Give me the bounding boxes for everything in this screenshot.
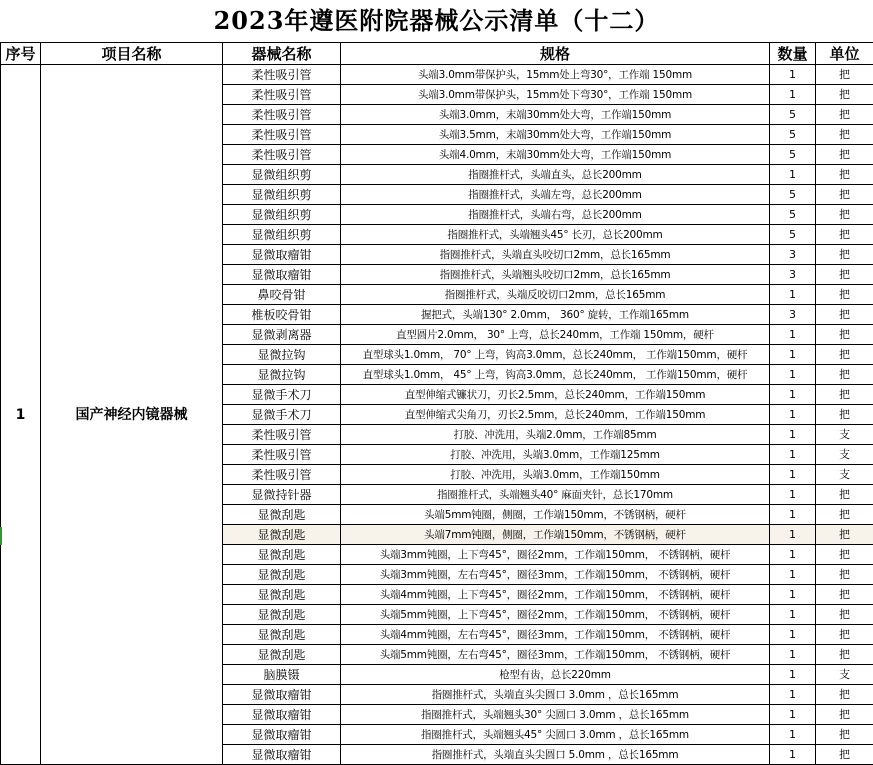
cell-spec[interactable]: 指圈推杆式，头端翘头30° 尖圆口 3.0mm ，总长165mm [341,705,770,725]
cell-qty[interactable]: 5 [770,185,816,205]
cell-unit[interactable]: 把 [816,165,873,185]
header-index[interactable]: 序号 [1,43,41,65]
cell-spec[interactable]: 头端3.0mm带保护头，15mm处下弯30°，工作端 150mm [341,85,770,105]
cell-spec[interactable]: 指圈推杆式，头端翘头45° 尖圆口 3.0mm ，总长165mm [341,725,770,745]
cell-unit[interactable]: 把 [816,585,873,605]
cell-qty[interactable]: 1 [770,485,816,505]
cell-device[interactable]: 显微组织剪 [223,165,341,185]
cell-unit[interactable]: 把 [816,225,873,245]
cell-qty[interactable]: 1 [770,665,816,685]
cell-unit[interactable]: 把 [816,505,873,525]
cell-qty[interactable]: 1 [770,645,816,665]
cell-device[interactable]: 显微刮匙 [223,645,341,665]
cell-qty[interactable]: 1 [770,545,816,565]
cell-spec[interactable]: 直型圆片2.0mm， 30° 上弯，总长240mm，工作端 150mm，硬杆 [341,325,770,345]
cell-unit[interactable]: 把 [816,705,873,725]
cell-project[interactable]: 国产神经内镜器械 [41,65,223,765]
cell-qty[interactable]: 1 [770,685,816,705]
cell-unit[interactable]: 把 [816,365,873,385]
cell-qty[interactable]: 1 [770,725,816,745]
cell-spec[interactable]: 直型伸缩式尖角刀，刃长2.5mm，总长240mm，工作端150mm [341,405,770,425]
cell-device[interactable]: 显微持针器 [223,485,341,505]
cell-qty[interactable]: 1 [770,165,816,185]
table-body [1,65,873,765]
cell-spec[interactable]: 头端3.0mm带保护头，15mm处上弯30°，工作端 150mm [341,65,770,85]
cell-device[interactable]: 显微剥离器 [223,325,341,345]
cell-qty[interactable]: 1 [770,465,816,485]
cell-qty[interactable]: 1 [770,745,816,765]
cell-device[interactable]: 显微取瘤钳 [223,245,341,265]
cell-spec[interactable]: 头端3.5mm，末端30mm处大弯，工作端150mm [341,125,770,145]
cell-qty[interactable]: 5 [770,105,816,125]
cell-spec[interactable]: 枪型有齿，总长220mm [341,665,770,685]
cell-spec[interactable]: 直型伸缩式镰状刀，刃长2.5mm，总长240mm，工作端150mm [341,385,770,405]
cell-spec[interactable]: 指圈推杆式，头端反咬切口2mm，总长165mm [341,285,770,305]
cell-unit[interactable]: 把 [816,525,873,545]
cell-qty[interactable]: 5 [770,225,816,245]
cell-device[interactable]: 柔性吸引管 [223,145,341,165]
cell-device[interactable]: 柔性吸引管 [223,425,341,445]
header-qty[interactable]: 数量 [770,43,816,65]
cell-qty[interactable]: 1 [770,385,816,405]
cell-qty[interactable]: 1 [770,405,816,425]
cell-device[interactable]: 显微刮匙 [223,565,341,585]
cell-device[interactable]: 显微手术刀 [223,385,341,405]
cell-qty[interactable]: 1 [770,565,816,585]
cell-unit[interactable]: 把 [816,205,873,225]
cell-device[interactable]: 显微刮匙 [223,585,341,605]
cell-qty[interactable]: 1 [770,505,816,525]
header-device[interactable]: 器械名称 [223,43,341,65]
cell-device[interactable]: 显微刮匙 [223,505,341,525]
cell-spec[interactable]: 指圈推杆式，头端右弯，总长200mm [341,205,770,225]
cell-qty[interactable]: 1 [770,65,816,85]
cell-device[interactable]: 显微取瘤钳 [223,705,341,725]
cell-unit[interactable]: 把 [816,345,873,365]
cell-spec[interactable]: 打胶、冲洗用，头端3.0mm，工作端125mm [341,445,770,465]
cell-qty[interactable]: 1 [770,425,816,445]
cell-device[interactable]: 柔性吸引管 [223,105,341,125]
cell-spec[interactable]: 指圈推杆式，头端翘头40° 麻面夹针，总长170mm [341,485,770,505]
cell-unit[interactable]: 把 [816,565,873,585]
cell-unit[interactable]: 把 [816,685,873,705]
cell-qty[interactable]: 1 [770,85,816,105]
cell-device[interactable]: 显微刮匙 [223,625,341,645]
cell-qty[interactable]: 1 [770,705,816,725]
cell-unit[interactable]: 把 [816,85,873,105]
cell-device[interactable]: 显微组织剪 [223,205,341,225]
cell-spec[interactable]: 头端5mm钝圈，左右弯45°，圈径3mm，工作端150mm， 不锈钢柄，硬杆 [341,645,770,665]
cell-qty[interactable]: 1 [770,365,816,385]
cell-spec[interactable]: 指圈推杆式，头端直头尖圆口 3.0mm ，总长165mm [341,685,770,705]
cell-unit[interactable]: 支 [816,445,873,465]
cell-spec[interactable]: 头端5mm钝圈，侧圈，工作端150mm，不锈钢柄，硬杆 [341,505,770,525]
cell-qty[interactable]: 5 [770,205,816,225]
cell-qty[interactable]: 1 [770,525,816,545]
cell-spec[interactable]: 直型球头1.0mm， 70° 上弯，钩高3.0mm，总长240mm， 工作端150mm，硬杆 [341,345,770,365]
cell-unit[interactable]: 把 [816,405,873,425]
cell-qty[interactable]: 1 [770,605,816,625]
cell-device[interactable]: 显微取瘤钳 [223,725,341,745]
cell-unit[interactable]: 把 [816,625,873,645]
cell-device[interactable]: 显微拉钩 [223,365,341,385]
cell-device[interactable]: 脑膜镊 [223,665,341,685]
cell-unit[interactable]: 把 [816,325,873,345]
cell-unit[interactable]: 把 [816,305,873,325]
cell-unit[interactable]: 把 [816,725,873,745]
cell-spec[interactable]: 打胶、冲洗用，头端3.0mm，工作端150mm [341,465,770,485]
cell-device[interactable]: 显微手术刀 [223,405,341,425]
cell-unit[interactable]: 把 [816,65,873,85]
cell-spec[interactable]: 头端5mm钝圈，上下弯45°，圈径2mm，工作端150mm， 不锈钢柄，硬杆 [341,605,770,625]
cell-index[interactable]: 1 [1,65,41,765]
cell-unit[interactable]: 支 [816,425,873,445]
cell-unit[interactable]: 把 [816,385,873,405]
cell-unit[interactable]: 把 [816,605,873,625]
cell-unit[interactable]: 把 [816,145,873,165]
cell-spec[interactable]: 指圈推杆式，头端直头尖圆口 5.0mm ，总长165mm [341,745,770,765]
cell-spec[interactable]: 头端4mm钝圈，左右弯45°，圈径3mm，工作端150mm， 不锈钢柄，硬杆 [341,625,770,645]
cell-spec[interactable]: 头端4mm钝圈，上下弯45°，圈径2mm，工作端150mm， 不锈钢柄，硬杆 [341,585,770,605]
cell-unit[interactable]: 把 [816,185,873,205]
cell-unit[interactable]: 把 [816,745,873,765]
cell-qty[interactable]: 5 [770,145,816,165]
cell-device[interactable]: 显微组织剪 [223,225,341,245]
cell-device[interactable]: 鼻咬骨钳 [223,285,341,305]
cell-device[interactable]: 柔性吸引管 [223,85,341,105]
cell-spec[interactable]: 指圈推杆式，头端直头，总长200mm [341,165,770,185]
cell-spec[interactable]: 指圈推杆式，头端直头咬切口2mm，总长165mm [341,245,770,265]
cell-spec[interactable]: 打胶、冲洗用，头端2.0mm，工作端85mm [341,425,770,445]
cell-spec[interactable]: 指圈推杆式，头端左弯，总长200mm [341,185,770,205]
cell-device[interactable]: 柔性吸引管 [223,445,341,465]
cell-unit[interactable]: 把 [816,105,873,125]
cell-unit[interactable]: 支 [816,465,873,485]
cell-unit[interactable]: 支 [816,665,873,685]
header-project[interactable]: 项目名称 [41,43,223,65]
cell-device[interactable]: 显微刮匙 [223,525,341,545]
cell-device[interactable]: 显微拉钩 [223,345,341,365]
row-selection-marker [0,527,2,545]
cell-unit[interactable]: 把 [816,245,873,265]
cell-spec[interactable]: 头端7mm钝圈，侧圈，工作端150mm，不锈钢柄，硬杆 [341,525,770,545]
cell-spec[interactable]: 握把式，头端130° 2.0mm， 360° 旋转，工作端165mm [341,305,770,325]
cell-qty[interactable]: 3 [770,305,816,325]
cell-spec[interactable]: 指圈推杆式，头端翘头45° 长刃，总长200mm [341,225,770,245]
cell-device[interactable]: 显微组织剪 [223,185,341,205]
cell-qty[interactable]: 1 [770,285,816,305]
equipment-table [0,42,873,765]
cell-unit[interactable]: 把 [816,485,873,505]
cell-unit[interactable]: 把 [816,545,873,565]
cell-qty[interactable]: 1 [770,345,816,365]
cell-device[interactable]: 椎板咬骨钳 [223,305,341,325]
cell-unit[interactable]: 把 [816,125,873,145]
cell-unit[interactable]: 把 [816,265,873,285]
cell-qty[interactable]: 3 [770,245,816,265]
cell-device[interactable]: 显微取瘤钳 [223,685,341,705]
cell-unit[interactable]: 把 [816,645,873,665]
cell-spec[interactable]: 指圈推杆式，头端翘头咬切口2mm，总长165mm [341,265,770,285]
table-row [1,65,873,85]
cell-device[interactable]: 柔性吸引管 [223,125,341,145]
cell-spec[interactable]: 头端3mm钝圈，上下弯45°，圈径2mm，工作端150mm， 不锈钢柄，硬杆 [341,545,770,565]
cell-qty[interactable]: 1 [770,585,816,605]
cell-device[interactable]: 显微刮匙 [223,605,341,625]
cell-device[interactable]: 柔性吸引管 [223,465,341,485]
header-spec[interactable]: 规格 [341,43,770,65]
cell-qty[interactable]: 3 [770,265,816,285]
cell-spec[interactable]: 直型球头1.0mm， 45° 上弯，钩高3.0mm，总长240mm， 工作端150mm，硬杆 [341,365,770,385]
cell-device[interactable]: 显微刮匙 [223,545,341,565]
cell-device[interactable]: 显微取瘤钳 [223,745,341,765]
cell-qty[interactable]: 1 [770,325,816,345]
cell-device[interactable]: 显微取瘤钳 [223,265,341,285]
cell-qty[interactable]: 1 [770,445,816,465]
cell-spec[interactable]: 头端4.0mm，末端30mm处大弯，工作端150mm [341,145,770,165]
sheet-title: 2023年遵医附院器械公示清单（十二） [0,0,873,42]
cell-unit[interactable]: 把 [816,285,873,305]
header-unit[interactable]: 单位 [816,43,873,65]
header-row [1,43,873,65]
cell-spec[interactable]: 头端3mm钝圈，左右弯45°，圈径3mm，工作端150mm， 不锈钢柄，硬杆 [341,565,770,585]
cell-spec[interactable]: 头端3.0mm，末端30mm处大弯，工作端150mm [341,105,770,125]
cell-device[interactable]: 柔性吸引管 [223,65,341,85]
cell-qty[interactable]: 1 [770,625,816,645]
cell-qty[interactable]: 5 [770,125,816,145]
